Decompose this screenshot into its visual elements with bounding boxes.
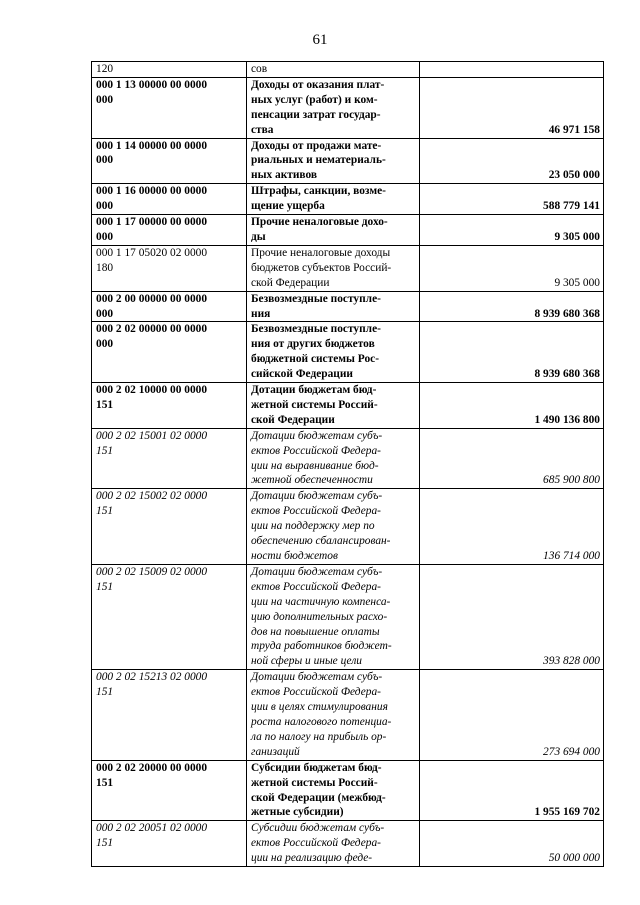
revenue-name-cell xyxy=(247,184,420,215)
revenue-name-text: Дотации бюджетам субъ- ектов Российской Федера- ции на поддержку мер по обеспечению сбалансирован- ности бюджетов xyxy=(251,490,391,562)
table-row xyxy=(92,383,604,429)
amount-cell xyxy=(420,489,604,565)
revenue-name-cell xyxy=(247,77,420,138)
revenue-name-text: Безвозмездные поступле- ния от других бюджетов бюджетной системы Рос- сийской Федерации xyxy=(251,323,381,381)
budget-code-cell xyxy=(92,245,247,291)
amount-cell xyxy=(420,821,604,867)
table-row xyxy=(92,62,604,78)
amount-text: 588 779 141 xyxy=(543,200,600,213)
amount-text: 50 000 000 xyxy=(548,852,600,865)
revenue-name-text: Штрафы, санкции, возме- щение ущерба xyxy=(251,185,386,213)
revenue-name-cell xyxy=(247,383,420,429)
budget-code-cell xyxy=(92,77,247,138)
table-body xyxy=(92,62,604,867)
budget-code-text: 000 1 17 00000 00 0000 000 xyxy=(96,216,208,243)
amount-text: 273 694 000 xyxy=(543,745,600,758)
budget-code-cell xyxy=(92,428,247,489)
revenue-name-cell xyxy=(247,245,420,291)
table-row xyxy=(92,670,604,760)
page-number: 61 xyxy=(312,32,328,48)
budget-code-text: 000 1 14 00000 00 0000 000 xyxy=(96,139,208,167)
revenue-name-text: Прочие неналоговые дохо- ды xyxy=(251,216,388,243)
amount-cell xyxy=(420,670,604,760)
revenue-name-cell xyxy=(247,821,420,867)
amount-cell xyxy=(420,564,604,669)
amount-text: 8 939 680 368 xyxy=(534,307,600,320)
table-row xyxy=(92,760,604,821)
revenue-name-text: Дотации бюджетам субъ- ектов Российской Федера- ции в целях стимулирования роста налогового потенциа- ла по налогу на прибыль ор- ганизаций xyxy=(251,671,392,758)
budget-code-cell xyxy=(92,322,247,383)
amount-text: 136 714 000 xyxy=(543,550,600,562)
revenue-name-cell xyxy=(247,760,420,821)
revenue-name-cell xyxy=(247,564,420,669)
budget-code-text: 000 2 00 00000 00 0000 000 xyxy=(96,292,208,320)
amount-cell xyxy=(420,77,604,138)
revenue-name-cell xyxy=(247,489,420,565)
amount-text: 685 900 800 xyxy=(543,474,600,487)
table-row xyxy=(92,215,604,246)
table-row xyxy=(92,184,604,215)
budget-code-cell xyxy=(92,383,247,429)
amount-text: 23 050 000 xyxy=(548,169,600,182)
revenue-name-cell xyxy=(247,138,420,184)
budget-code-text: 000 2 02 15213 02 0000 151 xyxy=(96,671,208,699)
budget-code-cell xyxy=(92,489,247,565)
table-row xyxy=(92,564,604,669)
budget-code-text: 000 2 02 15002 02 0000 151 xyxy=(96,490,208,518)
amount-cell xyxy=(420,428,604,489)
budget-code-text: 000 1 17 05020 02 0000 180 xyxy=(96,246,208,274)
amount-cell xyxy=(420,215,604,246)
revenue-name-text: Дотации бюджетам субъ- ектов Российской Федера- ции на частичную компенса- цию дополнительных расхо- дов на повышение оплаты труда работников бюджет- ной сферы и иные цели xyxy=(251,565,392,668)
budget-code-text: 000 1 16 00000 00 0000 000 xyxy=(96,185,208,213)
table-row xyxy=(92,428,604,489)
table-row xyxy=(92,489,604,565)
budget-code-cell xyxy=(92,760,247,821)
budget-code-cell xyxy=(92,291,247,322)
revenue-name-text: Доходы от продажи мате- риальных и нематериаль- ных активов xyxy=(251,139,386,182)
revenue-name-cell xyxy=(247,291,420,322)
amount-cell xyxy=(420,291,604,322)
amount-cell xyxy=(420,322,604,383)
budget-code-cell xyxy=(92,215,247,246)
budget-code-text: 000 2 02 15001 02 0000 151 xyxy=(96,429,208,457)
amount-cell xyxy=(420,62,604,78)
revenue-name-text: Безвозмездные поступле- ния xyxy=(251,292,381,320)
revenue-name-text: Дотации бюджетам бюд- жетной системы Россий- ской Федерации xyxy=(251,384,378,426)
revenue-name-text: Прочие неналоговые доходы бюджетов субъектов Россий- ской Федерации xyxy=(251,246,392,289)
budget-code-cell xyxy=(92,821,247,867)
amount-cell xyxy=(420,760,604,821)
revenue-name-cell xyxy=(247,322,420,383)
amount-cell xyxy=(420,138,604,184)
revenue-name-cell xyxy=(247,428,420,489)
amount-text: 1 955 169 702 xyxy=(534,806,600,819)
revenue-name-cell xyxy=(247,670,420,760)
revenue-name-text: сов xyxy=(251,63,268,75)
amount-text: 9 305 000 xyxy=(554,276,600,289)
budget-code-cell xyxy=(92,62,247,78)
budget-revenue-table xyxy=(91,61,604,867)
budget-code-text: 000 1 13 00000 00 0000 000 xyxy=(96,78,208,106)
budget-code-text: 000 2 02 20051 02 0000 151 xyxy=(96,822,208,850)
amount-cell xyxy=(420,245,604,291)
budget-code-cell xyxy=(92,184,247,215)
amount-cell xyxy=(420,383,604,429)
table-row xyxy=(92,77,604,138)
budget-code-text: 000 2 02 10000 00 0000 151 xyxy=(96,384,208,411)
budget-code-cell xyxy=(92,670,247,760)
table-row xyxy=(92,821,604,867)
table-row xyxy=(92,138,604,184)
budget-code-cell xyxy=(92,564,247,669)
revenue-name-text: Субсидии бюджетам бюд- жетной системы Россий- ской Федерации (межбюд- жетные субсидии) xyxy=(251,761,386,819)
amount-text: 8 939 680 368 xyxy=(534,368,600,381)
budget-code-cell xyxy=(92,138,247,184)
revenue-name-text: Дотации бюджетам субъ- ектов Российской Федера- ции на выравнивание бюд- жетной обеспеченности xyxy=(251,429,383,487)
table-row xyxy=(92,245,604,291)
budget-code-text: 000 2 02 20000 00 0000 151 xyxy=(96,761,208,789)
budget-code-text: 000 2 02 00000 00 0000 000 xyxy=(96,323,208,351)
budget-code-text: 120 xyxy=(96,63,114,75)
amount-text: 9 305 000 xyxy=(554,230,600,243)
amount-cell xyxy=(420,184,604,215)
revenue-name-text: Субсидии бюджетам субъ- ектов Российской Федера- ции на реализацию феде- xyxy=(251,822,385,865)
budget-code-text: 000 2 02 15009 02 0000 151 xyxy=(96,565,208,593)
amount-text: 1 490 136 800 xyxy=(534,413,600,426)
revenue-name-cell xyxy=(247,215,420,246)
table-row xyxy=(92,322,604,383)
amount-text: 393 828 000 xyxy=(543,655,600,668)
amount-text: 46 971 158 xyxy=(548,123,600,136)
table-row xyxy=(92,291,604,322)
revenue-name-cell xyxy=(247,62,420,78)
revenue-name-text: Доходы от оказания плат- ных услуг (работ) и ком- пенсации затрат государ- ства xyxy=(251,78,385,136)
